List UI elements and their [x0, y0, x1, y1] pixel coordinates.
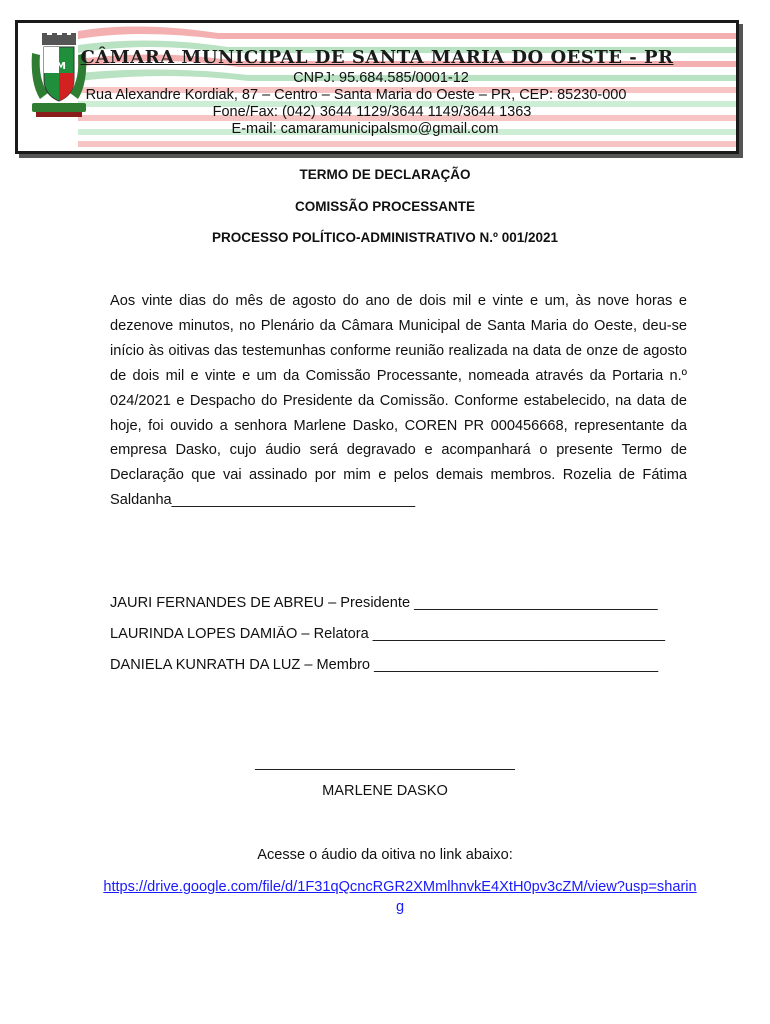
declaration-paragraph: Aos vinte dias do mês de agosto do ano de dois mil e vinte e um, às nove horas e dezenove minutos, no Plenário da Câmara Municipal de Santa Maria do Oeste, deu-se início às oitivas das testemunhas conforme reunião realizada na data de onze de agosto de dois mil e vinte e um da Comissão Processante, nomeada através da Portaria n.º 024/2021 e Despacho do Presidente da Comissão. Conforme estabelecido, na data de hoje, foi ouvido a senhora Marlene Dasko, COREN PR 000456668, representante da empresa Dasko, cujo áudio será degravado e acompanhará o presente Termo de Declaração que vai assinado por mim e pelos demais membros. Rozelia de Fátima Saldanha______________________________	[110, 293, 687, 509]
signature-rapporteur: LAURINDA LOPES DAMIÃO – Relatora ____________________________________	[110, 626, 665, 642]
svg-text:M: M	[56, 61, 66, 72]
signature-president: JAURI FERNANDES DE ABREU – Presidente ______________________________	[110, 595, 658, 611]
signature-member: DANIELA KUNRATH DA LUZ – Membro ___________________________________	[110, 657, 659, 673]
letterhead	[15, 20, 739, 154]
commission-title: COMISSÃO PROCESSANTE	[294, 199, 476, 214]
chamber-cnpj: CNPJ: 95.684.585/0001-12	[293, 70, 469, 86]
witness-signature-line: ________________________________	[255, 755, 515, 771]
audio-intro: Acesse o áudio da oitiva no link abaixo:	[257, 847, 513, 863]
chamber-address: Rua Alexandre Kordiak, 87 – Centro – Santa Maria do Oeste – PR, CEP: 85230-000	[85, 87, 627, 103]
document-title: TERMO DE DECLARAÇÃO	[299, 167, 471, 182]
chamber-email: E-mail: camaramunicipalsmo@gmail.com	[231, 121, 499, 137]
chamber-phone: Fone/Fax: (042) 3644 1129/3644 1149/3644 1363	[212, 104, 532, 120]
process-title: PROCESSO POLÍTICO-ADMINISTRATIVO N.º 001/2021	[212, 230, 558, 245]
witness-name: MARLENE DASKO	[322, 783, 448, 799]
chamber-name: CÂMARA MUNICIPAL DE SANTA MARIA DO OESTE - PR	[80, 47, 674, 68]
audio-link[interactable]: https://drive.google.com/file/d/1F31qQcncRGR2XMmlhnvkE4XtH0pv3cZM/view?usp=sharing	[103, 879, 697, 915]
